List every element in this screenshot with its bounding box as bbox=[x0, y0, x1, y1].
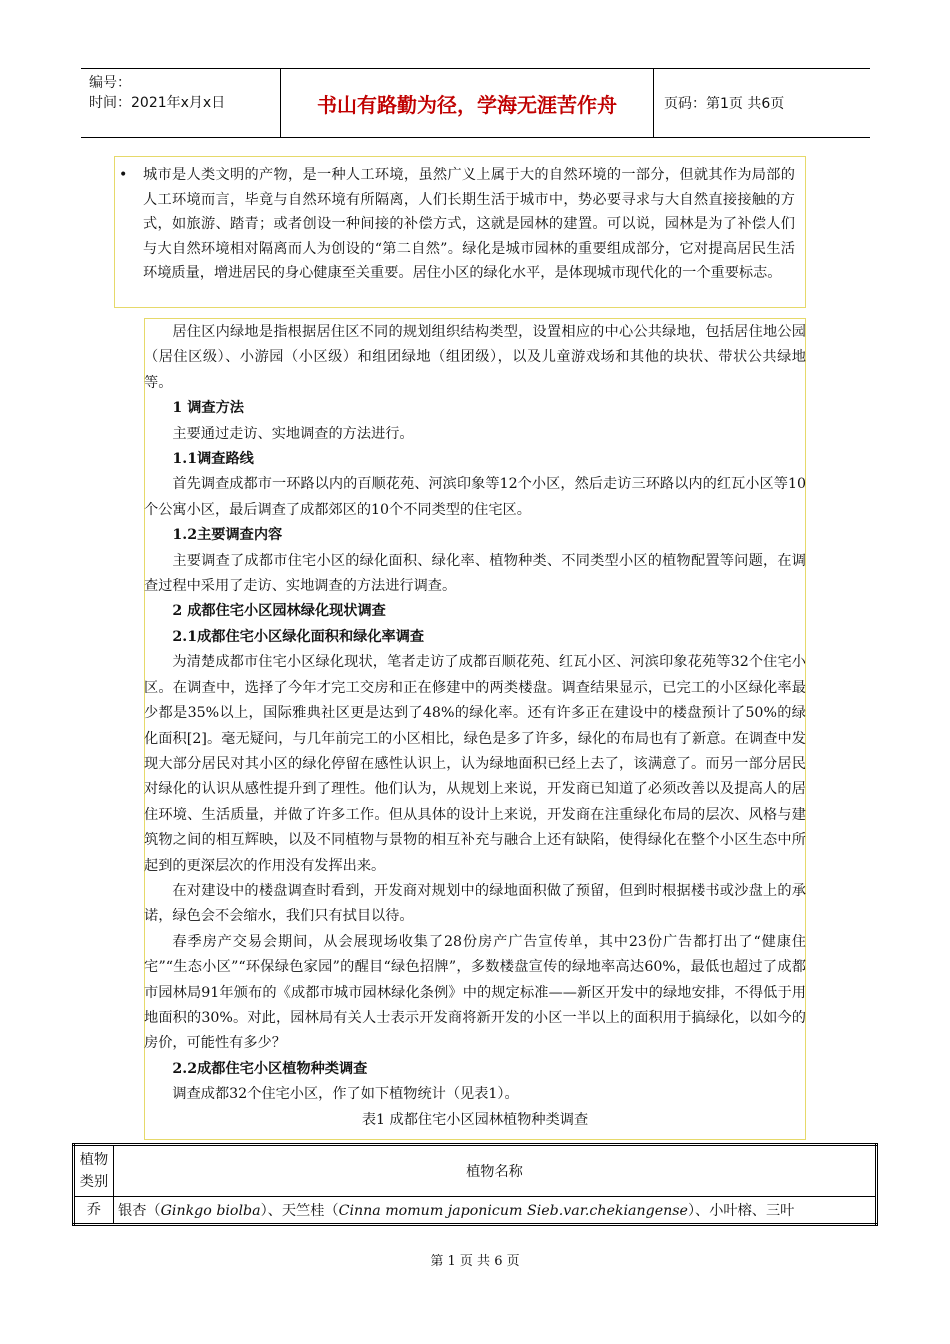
date-label: 时间：2021年x月x日 bbox=[89, 95, 226, 111]
paragraph: 主要通过走访、实地调查的方法进行。 bbox=[172, 425, 414, 442]
paragraph: 在对建设中的楼盘调查时看到，开发商对规划中的绿地面积做了预留，但到时根据楼书或沙盘上的承诺，绿色会不会缩水，我们只有拭目以待。 bbox=[144, 882, 806, 925]
paragraph: 首先调查成都市一环路以内的百顺花苑、河滨印象等12个小区，然后走访三环路以内的红瓦小区等10个公寓小区，最后调查了成都郊区的10个不同类型的住宅区。 bbox=[144, 476, 806, 518]
subsection-heading: 1.2主要调查内容 bbox=[172, 527, 283, 544]
intro-text: 城市是人类文明的产物，是一种人工环境，虽然广义上属于大的自然环境的一部分，但就其作为局部的人工环境而言，毕竟与自然环境有所隔离，人们长期生活于城市中，势必要寻求与大自然直接接触的方式，如旅游、踏青；或者创设一种间接的补偿方式，这就是园林的建置。可以说，园林是为了补偿人们与大自然环境相对隔离而人为创设的“第二自然”。绿化是城市园林的重要组成部分，它对提高居民生活环境质量，增进居民的身心健康至关重要。居住小区的绿化水平，是体现城市现代化的一个重要标志。 bbox=[143, 167, 795, 282]
section-heading: 1 调查方法 bbox=[172, 400, 244, 417]
column-header-category: 植物类别 bbox=[74, 1145, 114, 1197]
table-row bbox=[74, 1197, 877, 1225]
subsection-heading: 2.2成都住宅小区植物种类调查 bbox=[172, 1060, 368, 1077]
paragraph: 居住区内绿地是指根据居住区不同的规划组织结构类型，设置相应的中心公共绿地，包括居住地公园（居住区级）、小游园（小区级）和组团绿地（组团级），以及儿童游戏场和其他的块状、带状公共绿地等。 bbox=[144, 324, 806, 391]
page-header bbox=[81, 68, 870, 138]
page-footer: 第 1 页 共 6 页 bbox=[430, 1254, 520, 1269]
table-cell-category: 乔 bbox=[74, 1197, 114, 1225]
intro-box bbox=[114, 156, 806, 308]
header-motto: 书山有路勤为径，学海无涯苦作舟 bbox=[281, 69, 654, 137]
column-header-name: 植物名称 bbox=[114, 1145, 877, 1197]
paragraph: 主要调查了成都市住宅小区的绿化面积、绿化率、植物种类、不同类型小区的植物配置等问题，在调查过程中采用了走访、实地调查的方法进行调查。 bbox=[144, 552, 806, 595]
paragraph: 为清楚成都市住宅小区绿化现状，笔者走访了成都百顺花苑、红瓦小区、河滨印象花苑等32个住宅小区。在调查中，选择了今年才完工交房和正在修建中的两类楼盘。调查结果显示，已完工的小区绿化率最少都是35%以上，国际雅典社区更是达到了48%的绿化率。还有许多正在建设中的楼盘预计了50%的绿化面积[2]。毫无疑问，与几年前完工的小区相比，绿色是多了许多，绿化的布局也有了新意。在调查中发现大部分居民对其小区的绿化停留在感性认识上，认为绿地面积已经上去了，该满意了。而另一部分居民对绿化的认识从感性提升到了理性。他们认为，从规划上来说，开发商已知道了必须改善以及提高人的居住环境、生活质量，并做了许多工作。但从具体的设计上来说，开发商在注重绿化布局的层次、风格与建筑物之间的相互辉映，以及不同植物与景物的相互补充与融合上还有缺陷，使得绿化在整个小区生态中所起到的更深层次的作用没有发挥出来。 bbox=[144, 654, 806, 874]
section-heading: 2 成都住宅小区园林绿化现状调查 bbox=[172, 603, 386, 620]
header-meta bbox=[81, 69, 281, 137]
plant-species-table bbox=[72, 1143, 878, 1226]
main-body bbox=[144, 320, 806, 1133]
table-header-row bbox=[74, 1145, 877, 1197]
subsection-heading: 2.1成都住宅小区绿化面积和绿化率调查 bbox=[172, 628, 425, 645]
number-label: 编号： bbox=[89, 75, 131, 91]
paragraph: 调查成都32个住宅小区，作了如下植物统计（见表1）。 bbox=[172, 1086, 519, 1103]
paragraph: 春季房产交易会期间，从会展现场收集了28份房产广告宣传单，其中23份广告都打出了“健康住宅”“生态小区”“环保绿色家园”的醒目“绿色招牌”，多数楼盘宣传的绿地率高达60%，最低也超过了成都市园林局91年颁布的《成都市城市园林绿化条例》中的规定标准——新区开发中的绿地安排，不得低于用地面积的30%。对此，园林局有关人士表示开发商将新开发的小区一半以上的面积用于搞绿化，以如今的房价，可能性有多少？ bbox=[144, 933, 806, 1052]
header-page-code: 页码：第1页 共6页 bbox=[664, 96, 785, 112]
bullet-icon: • bbox=[119, 167, 128, 183]
table-cell-names: 银杏（Ginkgo biolba）、天竺桂（Cinna momum japonicum Sieb.var.chekiangense）、小叶榕、三叶 bbox=[114, 1197, 877, 1225]
table-caption: 表1 成都住宅小区园林植物种类调查 bbox=[361, 1111, 589, 1128]
subsection-heading: 1.1调查路线 bbox=[172, 451, 254, 468]
